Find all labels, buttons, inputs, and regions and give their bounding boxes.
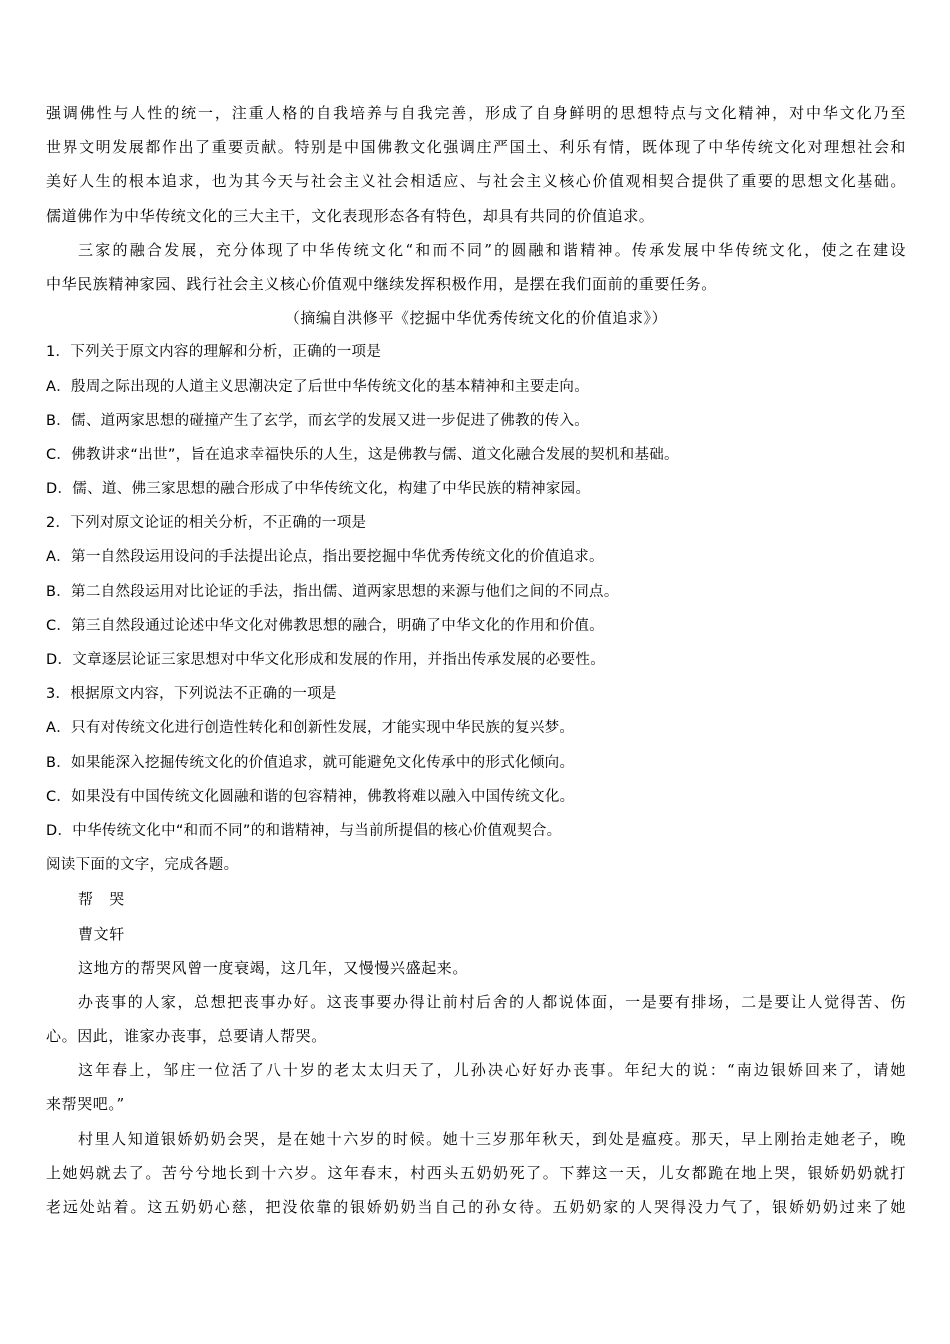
question-stem: 1．下列关于原文内容的理解和分析，正确的一项是 xyxy=(46,344,382,361)
story-title: 帮 哭 xyxy=(78,890,125,909)
answer-option: D．文章逐层论证三家思想对中华文化形成和发展的作用，并指出传承发展的必要性。 xyxy=(46,652,606,668)
answer-option: A．殷周之际出现的人道主义思潮决定了后世中华传统文化的基本精神和主要走向。 xyxy=(46,378,590,395)
answer-option: A．只有对传统文化进行创造性转化和创新性发展，才能实现中华民族的复兴梦。 xyxy=(46,720,575,737)
story-line: 上她妈就去了。苦兮兮地长到十六岁。这年春末，村西头五奶奶死了。下葬这一天，儿女都跪在地上哭，银娇奶奶就打 xyxy=(46,1163,906,1182)
passage-line: 儒道佛作为中华传统文化的三大主干，文化表现形态各有特色，却具有共同的价值追求。 xyxy=(46,206,655,225)
story-line: 心。因此，谁家办丧事，总要请人帮哭。 xyxy=(46,1027,327,1046)
question-stem: 3．根据原文内容，下列说法不正确的一项是 xyxy=(46,686,337,703)
story-line: 来帮哭吧。” xyxy=(46,1095,125,1114)
answer-option: A．第一自然段运用设问的手法提出论点，指出要挖掘中华优秀传统文化的价值追求。 xyxy=(46,549,604,566)
story-line: 办丧事的人家，总想把丧事办好。这丧事要办得让前村后舍的人都说体面，一是要有排场，二是要让人觉得苦、伤 xyxy=(78,992,906,1011)
source-citation: （摘编自洪修平《挖掘中华优秀传统文化的价值追求》） xyxy=(284,309,668,328)
answer-option: D．中华传统文化中“和而不同”的和谐精神，与当前所提倡的核心价值观契合。 xyxy=(46,822,562,839)
passage-line: 三家的融合发展，充分体现了中华传统文化“和而不同”的圆融和谐精神。传承发展中华传统文化，使之在建设 xyxy=(78,240,906,259)
answer-option: B．第二自然段运用对比论证的手法，指出儒、道两家思想的来源与他们之间的不同点。 xyxy=(46,583,619,600)
passage-line: 世界文明发展都作出了重要贡献。特别是中国佛教文化强调庄严国土、利乐有情，既体现了中华传统文化对理想社会和 xyxy=(46,138,906,157)
answer-option: C．如果没有中国传统文化圆融和谐的包容精神，佛教将难以融入中国传统文化。 xyxy=(46,788,575,805)
story-line: 这地方的帮哭风曾一度衰竭，这几年，又慢慢兴盛起来。 xyxy=(78,958,469,977)
answer-option: C．佛教讲求“出世”，旨在追求幸福快乐的人生，这是佛教与儒、道文化融合发展的契机和基础。 xyxy=(46,446,679,463)
answer-option: B．如果能深入挖掘传统文化的价值追求，就可能避免文化传承中的形式化倾向。 xyxy=(46,754,575,771)
answer-option: B．儒、道两家思想的碰撞产生了玄学，而玄学的发展又进一步促进了佛教的传入。 xyxy=(46,412,590,429)
story-line: 村里人知道银娇奶奶会哭，是在她十六岁的时候。她十三岁那年秋天，到处是瘟疫。那天，早上刚抬走她老子，晚 xyxy=(78,1129,906,1148)
document-page xyxy=(46,96,906,1224)
passage-line: 强调佛性与人性的统一，注重人格的自我培养与自我完善，形成了自身鲜明的思想特点与文化精神，对中华文化乃至 xyxy=(46,104,906,122)
reading-instruction: 阅读下面的文字，完成各题。 xyxy=(46,857,239,874)
story-line: 这年春上，邹庄一位活了八十岁的老太太归天了，儿孙决心好好办丧事。年纪大的说：“南边银娇回来了，请她 xyxy=(78,1061,906,1080)
answer-option: C．第三自然段通过论述中华文化对佛教思想的融合，明确了中华文化的作用和价值。 xyxy=(46,617,605,634)
passage-line: 中华民族精神家园、践行社会主义核心价值观中继续发挥积极作用，是摆在我们面前的重要任务。 xyxy=(46,274,717,293)
story-line: 老远处站着。这五奶奶心慈，把没依靠的银娇奶奶当自己的孙女待。五奶奶家的人哭得没力气了，银娇奶奶过来了她 xyxy=(46,1198,906,1216)
answer-option: D．儒、道、佛三家思想的融合形成了中华传统文化，构建了中华民族的精神家园。 xyxy=(46,481,591,498)
passage-line: 美好人生的根本追求，也为其今天与社会主义社会相适应、与社会主义核心价值观相契合提供了重要的思想文化基础。 xyxy=(46,172,906,191)
question-stem: 2．下列对原文论证的相关分析，不正确的一项是 xyxy=(46,515,367,532)
story-author: 曹文轩 xyxy=(78,924,125,943)
